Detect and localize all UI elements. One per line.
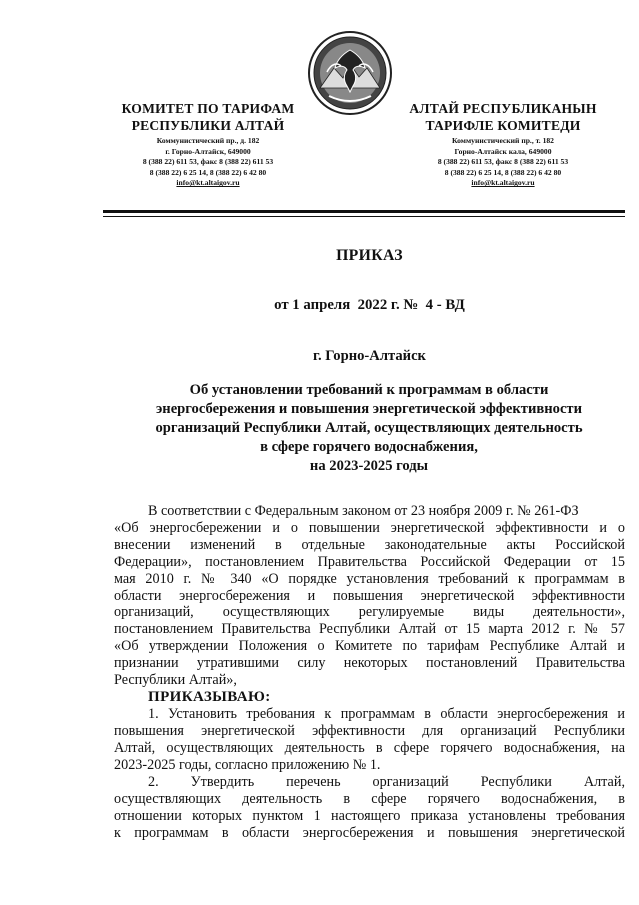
item2-line: отношении которых пунктом 1 настоящего приказа установлены требования	[114, 807, 625, 824]
item2-line: осуществляющих деятельность в сфере горячего водоснабжения, в	[114, 791, 625, 807]
preamble-line: области энергосбережения и повышения энергетической эффективности	[114, 587, 625, 604]
subject-line: в сфере горячего водоснабжения,	[260, 439, 478, 455]
item2-line: 2. Утвердить перечень организаций Республики Алтай,	[148, 774, 625, 791]
subject-line: на 2023-2025 годы	[309, 458, 429, 474]
preamble-line: мая 2010 г. № 340 «О порядке установления требований к программам в	[114, 570, 625, 587]
phone-fax-alt: 8 (388 22) 611 53, факс 8 (388 22) 611 53	[437, 157, 569, 167]
committee-name-alt-line2: ТАРИФЛЕ КОМИТЕДИ	[425, 118, 581, 133]
order-keyword: ПРИКАЗЫВАЮ:	[148, 688, 271, 705]
phone-extra-alt: 8 (388 22) 6 25 14, 8 (388 22) 6 42 80	[444, 167, 562, 177]
email-link-alt[interactable]: info@kt.altaigov.ru	[471, 178, 535, 188]
document-title: ПРИКАЗ	[336, 247, 403, 264]
header-divider-thin	[103, 216, 625, 217]
left-letterhead	[93, 100, 323, 189]
subject-line: энергосбережения и повышения энергетической эффективности	[155, 401, 582, 417]
right-letterhead	[388, 100, 618, 189]
city-name: г. Горно-Алтайск	[313, 348, 426, 364]
subject-line: организаций Республики Алтай, осуществляющих деятельность	[155, 420, 583, 436]
preamble-line: признании утратившими силу некоторых постановлений Правительства	[114, 655, 625, 672]
item2-line: к программам в области энергосбережения и повышения энергетической	[114, 824, 625, 841]
preamble-line: «Об энергосбережении и о повышении энергетической эффективности и о	[114, 519, 625, 536]
address-city-alt: Горно-Алтайск кала, 649000	[454, 146, 552, 156]
item1-line: 2023-2025 годы, согласно приложению № 1.	[114, 757, 381, 774]
committee-name-line1: КОМИТЕТ ПО ТАРИФАМ	[121, 101, 295, 116]
subject-line: Об установлении требований к программам в области	[189, 382, 549, 398]
address-street: Коммунистический пр., д. 182	[156, 136, 260, 145]
committee-name-alt-line1: АЛТАЙ РЕСПУБЛИКАНЫН	[409, 101, 597, 116]
item1-line: повышения энергетической эффективности для организаций Республики	[114, 723, 625, 740]
preamble-line: «Об утверждении Положения о Комитете по тарифам Республике Алтай и	[114, 638, 625, 655]
phone-extra: 8 (388 22) 6 25 14, 8 (388 22) 6 42 80	[149, 167, 267, 177]
header-divider-thick	[103, 210, 625, 213]
preamble-line: организаций, осуществляющих регулируемые виды деятельности»,	[114, 604, 625, 621]
phone-fax: 8 (388 22) 611 53, факс 8 (388 22) 611 53	[142, 157, 274, 167]
committee-name-line2: РЕСПУБЛИКИ АЛТАЙ	[131, 118, 285, 133]
address-street-alt: Коммунистический пр., т. 182	[452, 136, 554, 145]
order-date-number: от 1 апреля 2022 г. № 4 - ВД	[274, 297, 465, 313]
item1-line: Алтай, осуществляющих деятельность в сфере горячего водоснабжения, на	[114, 740, 625, 757]
item1-line: 1. Установить требования к программам в области энергосбережения и	[148, 706, 625, 723]
preamble-line: Федерации», постановлением Правительства Российской Федерации от 15	[114, 553, 625, 570]
email-link[interactable]: info@kt.altaigov.ru	[176, 178, 240, 188]
preamble-line: постановлением Правительства Республики Алтай от 15 марта 2012 г. № 57	[114, 621, 625, 638]
order-body	[114, 503, 625, 842]
preamble-line: Республики Алтай»,	[114, 672, 237, 689]
address-city: г. Горно-Алтайск, 649000	[165, 146, 251, 156]
order-subject	[114, 381, 624, 476]
preamble-line: внесении изменений в отдельные законодательные акты Российской	[114, 536, 625, 553]
preamble-line: В соответствии с Федеральным законом от 23 ноября 2009 г. № 261-ФЗ	[148, 503, 579, 519]
